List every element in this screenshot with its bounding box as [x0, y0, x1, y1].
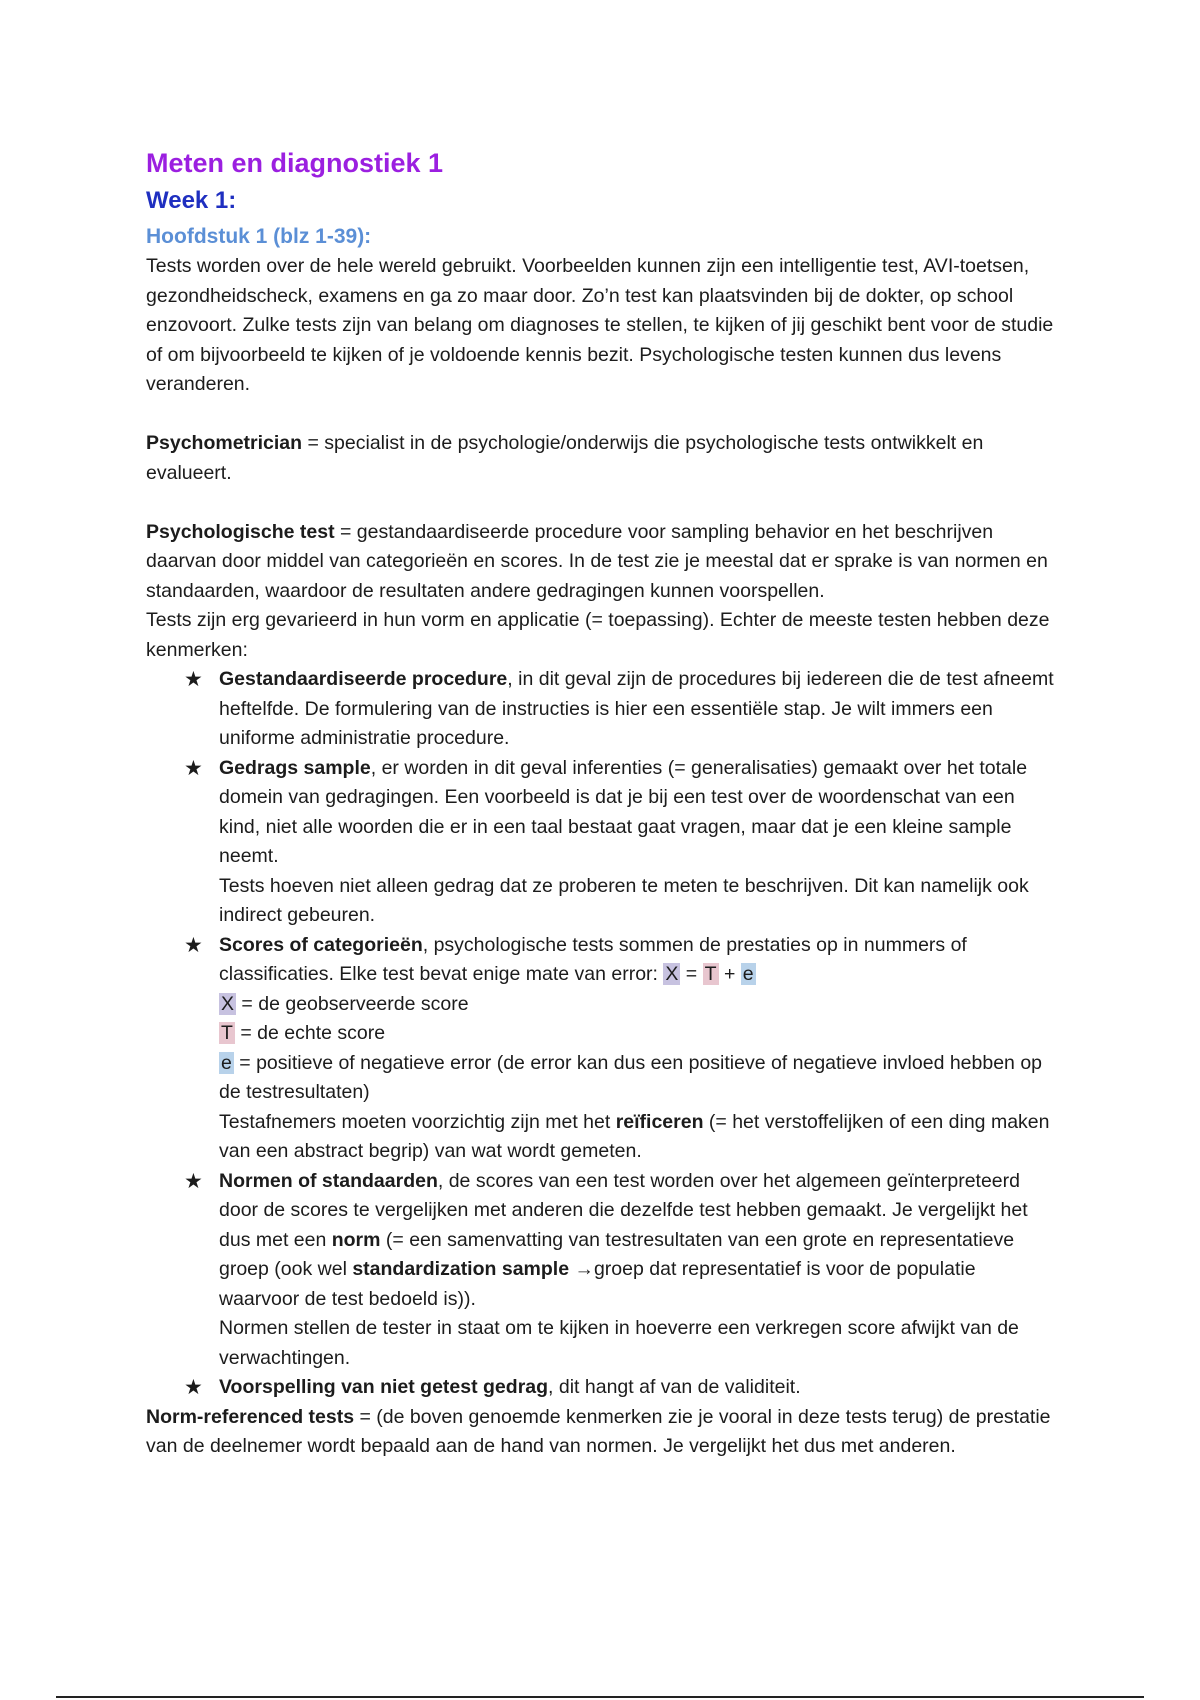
- item-text: , in dit geval zijn de procedures bij iedereen die de test afneemt heftelfde. De formulering van de instructies is hier een essentiële stap. Je wilt immers een uniforme administratie procedure.: [219, 668, 1054, 749]
- spacer: [146, 400, 1061, 430]
- document-page: [146, 146, 1061, 1462]
- def-text: = de echte score: [234, 1022, 386, 1044]
- star-bullet-icon: ★: [184, 1169, 203, 1193]
- item-term: Gestandaardiseerde procedure: [219, 668, 508, 690]
- note-text: (= het verstoffelijken of een ding maken van een abstract begrip) van wat wordt gemeten.: [219, 1110, 1050, 1162]
- definition-text: = gestandaardiseerde procedure voor sampling behavior en het beschrijven daarvan door middel van categorieën en scores. In de test zie je meestal dat er sprake is van normen en standaarden, waardoor de resultaten andere gedragingen kunnen voorspellen.: [146, 520, 1048, 602]
- star-bullet-icon: ★: [184, 1376, 203, 1399]
- term: Psychometrician: [146, 432, 303, 454]
- def-text: = de geobserveerde score: [236, 992, 469, 1015]
- term: Psychologische test: [146, 520, 335, 543]
- item-extra: Normen stellen de tester in staat om te kijken in hoeverre een verkregen score afwijkt van de verwachtingen.: [219, 1317, 1019, 1369]
- def-symbol-e: e: [221, 1051, 232, 1074]
- term: Norm-referenced tests: [146, 1405, 355, 1428]
- psychometrician-definition: [146, 429, 1061, 488]
- list-item: [184, 1373, 1061, 1403]
- note-term: reïficeren: [615, 1110, 704, 1133]
- item-text: , de scores van een test worden over het algemeen geïnterpreteerd door de scores te vergelijken met anderen die dezelfde test hebben gemaakt. Je vergelijkt het dus met een: [219, 1169, 1028, 1251]
- formula-t: T: [704, 963, 717, 985]
- star-bullet-icon: ★: [184, 756, 203, 780]
- item-term: Gedrags sample: [219, 756, 371, 779]
- list-item: [184, 931, 1061, 1167]
- item-text: , er worden in dit geval inferenties (= generalisaties) gemaakt over het totale domein van gedragingen. Een voorbeeld is dat je bij een test over de woordenschat van een kind, niet alle woorden die er in een taal bestaat gaat vragen, maar dat je een kleine sample neemt.: [219, 756, 1028, 867]
- psych-test-followup: Tests zijn erg gevarieerd in hun vorm en applicatie (= toepassing). Echter de meeste testen hebben deze kenmerken:: [146, 609, 1050, 661]
- definition-text: = (de boven genoemde kenmerken zie je vooral in deze tests terug) de prestatie van de deelnemer wordt bepaald aan de hand van normen. Je vergelijkt het dus met anderen.: [146, 1405, 1051, 1457]
- def-text: = positieve of negatieve error (de error kan dus een positieve of negatieve invloed hebben op de testresultaten): [219, 1051, 1043, 1103]
- item-term: Scores of categorieën: [219, 933, 423, 956]
- item-term: Voorspelling van niet getest gedrag: [219, 1376, 549, 1398]
- list-item: [184, 754, 1061, 931]
- item-term: Normen of standaarden: [219, 1169, 438, 1192]
- formula-e: e: [742, 963, 754, 985]
- def-symbol-t: T: [221, 1022, 233, 1044]
- item-term: standardization sample: [352, 1258, 570, 1280]
- spacer: [146, 488, 1061, 518]
- item-text: , dit hangt af van de validiteit.: [548, 1376, 801, 1398]
- page-divider: [56, 1696, 1144, 1698]
- formula-plus: +: [718, 963, 741, 985]
- item-text: →groep dat representatief is voor de populatie waarvoor de test bedoeld is)).: [219, 1258, 976, 1310]
- characteristics-list: [146, 665, 1061, 1403]
- chapter-heading: Hoofdstuk 1 (blz 1-39):: [146, 225, 372, 248]
- item-text: (= een samenvatting van testresultaten van een grote en representatieve groep (ook wel: [219, 1228, 1015, 1280]
- norm-referenced-definition: [146, 1403, 1061, 1462]
- list-item: [184, 1167, 1061, 1374]
- week-heading: Week 1:: [146, 187, 237, 214]
- def-symbol-x: X: [221, 992, 235, 1015]
- intro-paragraph: Tests worden over de hele wereld gebruikt. Voorbeelden kunnen zijn een intelligentie test, AVI-toetsen, gezondheidscheck, examens en ga zo maar door. Zo’n test kan plaatsvinden bij de dokter, op school enzovoort. Zulke tests zijn van belang om diagnoses te stellen, te kijken of jij geschikt bent voor de studie of om bijvoorbeeld te kijken of je voldoende kennis bezit. Psychologische testen kunnen dus levens veranderen.: [146, 255, 1054, 395]
- item-text: , psychologische tests sommen de prestaties op in nummers of classificaties. Elke test bevat enige mate van error:: [219, 933, 967, 985]
- document-title: Meten en diagnostiek 1: [146, 148, 444, 178]
- psych-test-definition: [146, 518, 1061, 607]
- star-bullet-icon: ★: [184, 933, 203, 957]
- item-extra: Tests hoeven niet alleen gedrag dat ze proberen te meten te beschrijven. Dit kan namelijk ook indirect gebeuren.: [219, 874, 1029, 926]
- item-term: norm: [331, 1228, 381, 1251]
- list-item: [184, 665, 1061, 754]
- note-text: Testafnemers moeten voorzichtig zijn met het: [219, 1110, 616, 1133]
- star-bullet-icon: ★: [184, 668, 203, 691]
- formula-eq: =: [680, 963, 703, 985]
- formula-x: X: [665, 963, 679, 985]
- definition-text: = specialist in de psychologie/onderwijs die psychologische tests ontwikkelt en evalueert.: [146, 432, 984, 484]
